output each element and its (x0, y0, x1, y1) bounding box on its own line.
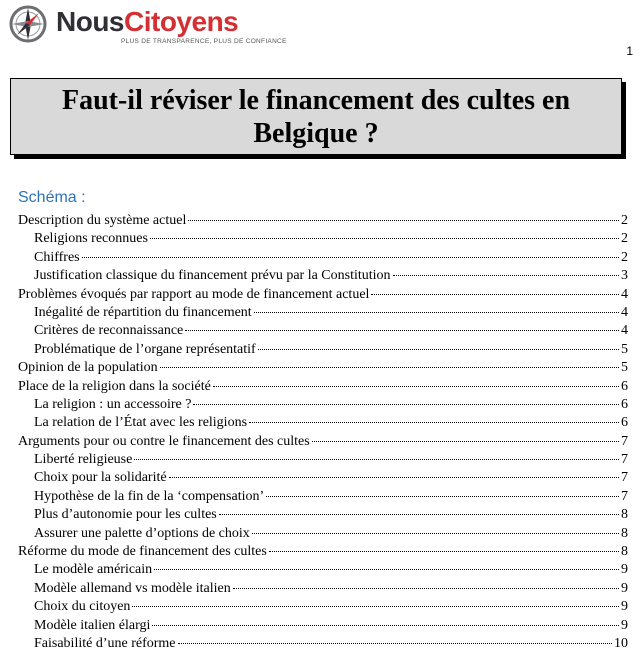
toc-entry-page: 2 (621, 231, 628, 247)
toc-dot-leader (178, 643, 612, 644)
toc-entry-label: Choix du citoyen (34, 599, 131, 615)
toc-entry-label: Liberté religieuse (34, 452, 133, 468)
toc-entry-label: Arguments pour ou contre le financement des cultes (18, 433, 310, 449)
toc-entry-label: Opinion de la population (18, 360, 158, 376)
toc-entry-page: 5 (621, 360, 628, 376)
toc-entry-page: 4 (621, 304, 628, 320)
toc-entry-page: 3 (621, 268, 628, 284)
toc-dot-leader (132, 606, 619, 607)
toc-dot-leader (266, 496, 619, 497)
toc-entry-page: 5 (621, 341, 628, 357)
toc-dot-leader (152, 625, 619, 626)
toc-entry[interactable] (18, 580, 628, 598)
toc-dot-leader (258, 349, 619, 350)
brand-part1: Nous (56, 6, 124, 37)
toc-dot-leader (219, 514, 619, 515)
toc-entry-page: 6 (621, 396, 628, 412)
toc-entry[interactable] (18, 488, 628, 506)
toc-entry-label: Place de la religion dans la société (18, 378, 211, 394)
table-of-contents (18, 212, 628, 653)
toc-entry-label: Le modèle américain (34, 562, 153, 578)
toc-dot-leader (213, 386, 619, 387)
toc-entry[interactable] (18, 414, 628, 432)
toc-entry-page: 6 (621, 415, 628, 431)
toc-entry-label: Critères de reconnaissance (34, 323, 184, 339)
toc-entry-label: Chiffres (34, 249, 80, 265)
toc-entry[interactable] (18, 322, 628, 340)
toc-entry[interactable] (18, 433, 628, 451)
toc-entry-label: Modèle italien élargi (34, 617, 151, 633)
toc-entry[interactable] (18, 230, 628, 248)
toc-entry-label: Modèle allemand vs modèle italien (34, 580, 231, 596)
toc-entry[interactable] (18, 635, 628, 653)
toc-dot-leader (150, 238, 619, 239)
toc-entry-page: 10 (614, 635, 628, 651)
toc-entry-label: Inégalité de répartition du financement (34, 304, 252, 320)
brand-tagline: PLUS DE TRANSPARENCE, PLUS DE CONFIANCE (121, 38, 287, 45)
toc-entry[interactable] (18, 469, 628, 487)
toc-entry[interactable] (18, 249, 628, 267)
toc-entry[interactable] (18, 212, 628, 230)
toc-entry[interactable] (18, 561, 628, 579)
nouscitoyens-logo (8, 4, 287, 45)
brand-part2: Citoyens (124, 6, 239, 37)
toc-entry-label: Choix pour la solidarité (34, 470, 167, 486)
toc-entry-page: 8 (621, 507, 628, 523)
toc-entry-page: 7 (621, 452, 628, 468)
toc-entry-page: 6 (621, 378, 628, 394)
toc-entry-label: Plus d’autonomie pour les cultes (34, 507, 217, 523)
toc-entry-label: Justification classique du financement prévu par la Constitution (34, 268, 391, 284)
toc-dot-leader (371, 294, 619, 295)
toc-entry-page: 7 (621, 470, 628, 486)
document-title: Faut-il réviser le financement des cultes en Belgique ? (61, 84, 571, 149)
toc-entry[interactable] (18, 286, 628, 304)
toc-entry-label: Religions reconnues (34, 231, 148, 247)
compass-icon (8, 4, 48, 44)
toc-entry-page: 8 (621, 525, 628, 541)
toc-entry-page: 9 (621, 617, 628, 633)
toc-dot-leader (269, 551, 619, 552)
toc-entry[interactable] (18, 341, 628, 359)
toc-dot-leader (188, 220, 619, 221)
toc-entry-page: 2 (621, 213, 628, 228)
toc-dot-leader (254, 312, 619, 313)
toc-dot-leader (193, 404, 619, 405)
toc-entry-page: 7 (621, 488, 628, 504)
toc-dot-leader (134, 459, 619, 460)
toc-dot-leader (252, 533, 619, 534)
toc-entry[interactable] (18, 525, 628, 543)
toc-entry-page: 8 (621, 544, 628, 560)
toc-entry[interactable] (18, 267, 628, 285)
toc-dot-leader (185, 330, 619, 331)
toc-entry-page: 7 (621, 433, 628, 449)
schema-heading: Schéma : (18, 189, 86, 206)
toc-entry[interactable] (18, 378, 628, 396)
toc-entry-label: La relation de l’État avec les religions (34, 415, 248, 431)
toc-entry[interactable] (18, 359, 628, 377)
toc-dot-leader (312, 441, 619, 442)
toc-entry-page: 9 (621, 562, 628, 578)
toc-dot-leader (154, 569, 619, 570)
toc-entry[interactable] (18, 451, 628, 469)
toc-entry-label: La religion : un accessoire ? (34, 396, 192, 412)
toc-entry-page: 9 (621, 580, 628, 596)
toc-entry[interactable] (18, 617, 628, 635)
toc-entry[interactable] (18, 598, 628, 616)
toc-entry-label: Description du système actuel (18, 213, 187, 228)
toc-dot-leader (233, 588, 619, 589)
toc-entry-page: 9 (621, 599, 628, 615)
brand-name (56, 6, 238, 38)
toc-entry-label: Faisabilité d’une réforme (34, 635, 176, 651)
toc-dot-leader (160, 367, 619, 368)
toc-entry-page: 4 (621, 286, 628, 302)
page-number: 1 (626, 44, 633, 58)
toc-dot-leader (82, 257, 619, 258)
toc-entry[interactable] (18, 543, 628, 561)
toc-dot-leader (393, 275, 619, 276)
toc-entry-label: Problèmes évoqués par rapport au mode de financement actuel (18, 286, 370, 302)
toc-entry-label: Problématique de l’organe représentatif (34, 341, 256, 357)
toc-entry[interactable] (18, 506, 628, 524)
toc-dot-leader (249, 422, 619, 423)
toc-entry[interactable] (18, 396, 628, 414)
document-title-box (10, 78, 622, 155)
toc-entry-page: 4 (621, 323, 628, 339)
toc-entry-label: Hypothèse de la fin de la ‘compensation’ (34, 488, 265, 504)
toc-entry-label: Assurer une palette d’options de choix (34, 525, 250, 541)
toc-entry-page: 2 (621, 249, 628, 265)
toc-dot-leader (169, 477, 619, 478)
toc-entry[interactable] (18, 304, 628, 322)
toc-entry-label: Réforme du mode de financement des cultes (18, 544, 267, 560)
